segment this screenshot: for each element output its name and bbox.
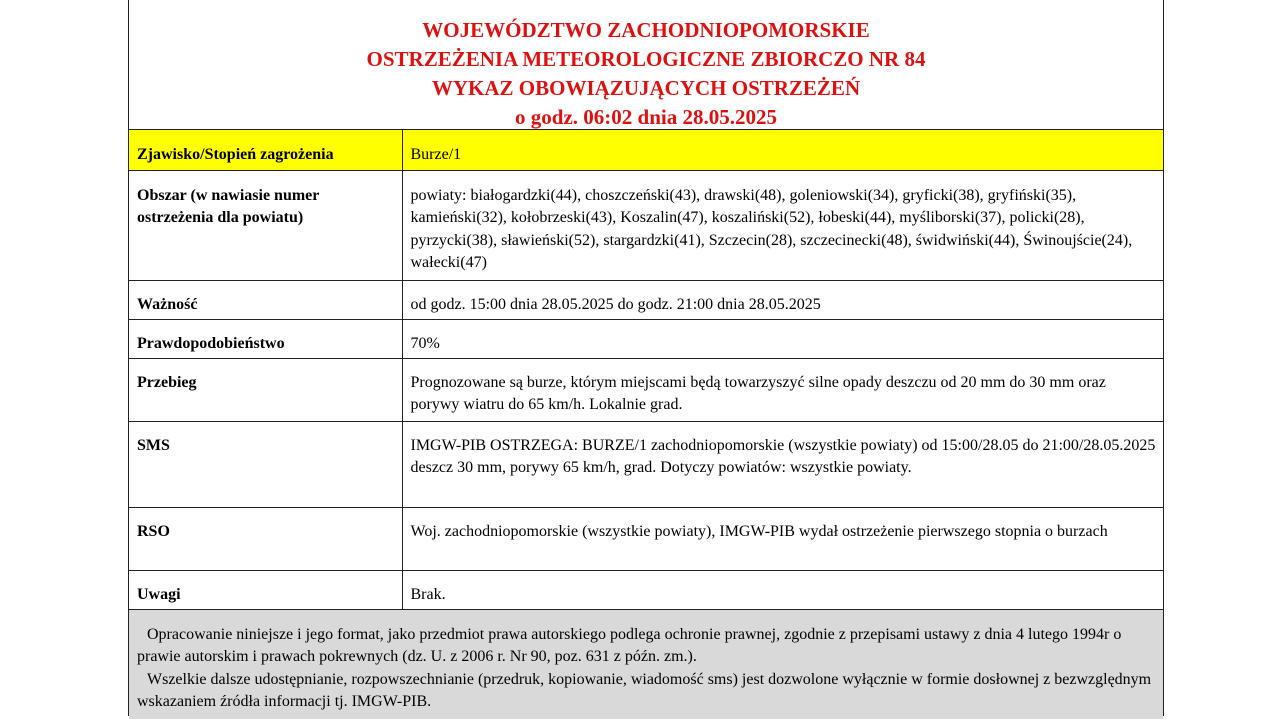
row-label-area: Obszar (w nawiasie numer ostrzeżenia dla powiatu) [129,170,402,280]
header-issue-time: o godz. 06:02 dnia 28.05.2025 [515,105,777,129]
row-value-phenomenon: Burze/1 [402,130,1163,170]
row-label-phenomenon: Zjawisko/Stopień zagrożenia [129,130,402,170]
row-label-remarks: Uwagi [129,570,402,609]
row-label-sms: SMS [129,421,402,507]
table-row-probability [129,319,1163,358]
copyright-paragraph: Opracowanie niniejsze i jego format, jako przedmiot prawa autorskiego podlega ochronie prawnej, zgodnie z przepisami ustawy z dnia 4 lutego 1994r o prawie autorskim i prawach pokrewnych (dz. U. z 2006 r. Nr 90, poz. 631 z późn. zm.). [137,625,1122,665]
row-value-validity: od godz. 15:00 dnia 28.05.2025 do godz. 21:00 dnia 28.05.2025 [402,280,1163,319]
table-row-validity [129,280,1163,319]
table-row-phenomenon [129,130,1163,170]
header-region-title: WOJEWÓDZTWO ZACHODNIOPOMORSKIE [422,18,870,42]
header-warning-number: OSTRZEŻENIA METEOROLOGICZNE ZBIORCZO NR 84 [366,47,926,71]
redistribution-paragraph: Wszelkie dalsze udostępnianie, rozpowszechnianie (przedruk, kopiowanie, wiadomość sms) jest dozwolone wyłącznie w formie dosłownej z bezwzględnym wskazaniem źródła informacji tj. IMGW-PIB. [137,670,1152,710]
row-value-remarks: Brak. [402,570,1163,609]
table-row-area [129,170,1163,280]
row-label-probability: Prawdopodobieństwo [129,319,402,358]
copyright-footer [129,610,1163,719]
warning-table [129,130,1163,610]
document-header [129,0,1163,130]
row-label-rso: RSO [129,507,402,570]
row-label-course: Przebieg [129,358,402,421]
warning-document [128,0,1164,716]
header-list-title: WYKAZ OBOWIĄZUJĄCYCH OSTRZEŻEŃ [431,76,861,100]
row-value-rso: Woj. zachodniopomorskie (wszystkie powiaty), IMGW-PIB wydał ostrzeżenie pierwszego stopnia o burzach [402,507,1163,570]
table-row-rso [129,507,1163,570]
row-value-probability: 70% [402,319,1163,358]
table-row-sms [129,421,1163,507]
table-row-remarks [129,570,1163,609]
row-value-area: powiaty: białogardzki(44), choszczeński(43), drawski(48), goleniowski(34), gryficki(38), gryfiński(35), kamieński(32), kołobrzeski(43), Koszalin(47), koszaliński(52), łobeski(44), myśliborski(37), policki(28), pyrzycki(38), sławieński(52), stargardzki(41), Szczecin(28), szczecinecki(48), świdwiński(44), Świnoujście(24), wałecki(47) [402,170,1163,280]
table-row-course [129,358,1163,421]
row-label-validity: Ważność [129,280,402,319]
row-value-sms: IMGW-PIB OSTRZEGA: BURZE/1 zachodniopomorskie (wszystkie powiaty) od 15:00/28.05 do 21:00/28.05.2025 deszcz 30 mm, porywy 65 km/h, grad. Dotyczy powiatów: wszystkie powiaty. [402,421,1163,507]
row-value-course: Prognozowane są burze, którym miejscami będą towarzyszyć silne opady deszczu od 20 mm do 30 mm oraz porywy wiatru do 65 km/h. Lokalnie grad. [402,358,1163,421]
